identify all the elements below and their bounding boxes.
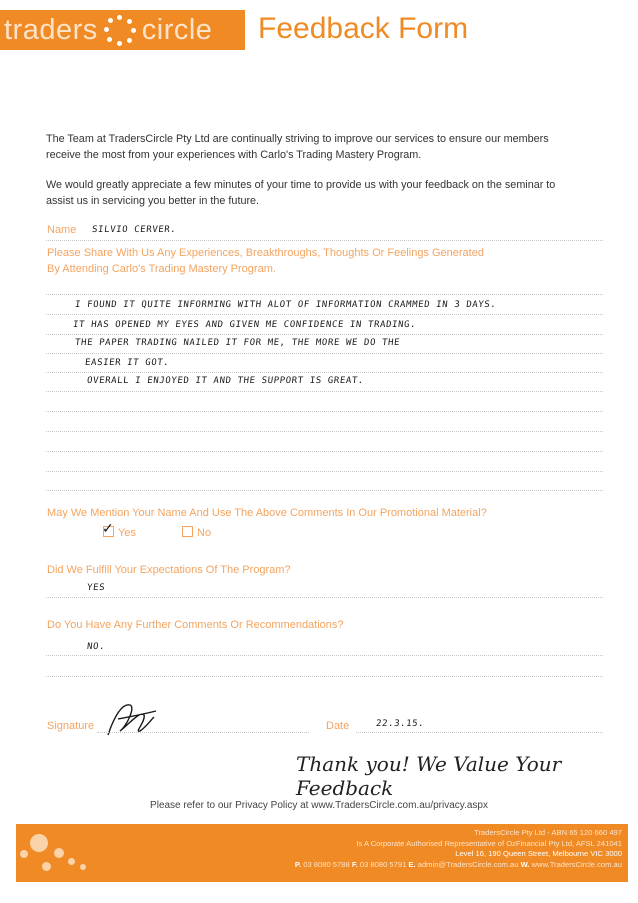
answer-line [46,372,603,373]
expectations-answer[interactable]: YES [86,583,106,593]
page-title: Feedback Form [258,12,469,45]
experience-line-2: IT HAS OPENED MY EYES AND GIVEN ME CONFIDENCE IN TRADING. [72,320,417,330]
answer-line [46,676,603,677]
date-label: Date [326,720,350,732]
expectations-question: Did We Fulfill Your Expectations Of The Program? [47,564,291,576]
footer-dot-icon [68,858,75,865]
privacy-policy-note: Please refer to our Privacy Policy at www.TradersCircle.com.au/privacy.aspx [150,800,488,811]
fax-label: F. [351,859,358,869]
answer-line [46,411,603,412]
answer-line [46,431,603,432]
experience-line-4: EASIER IT GOT. [84,358,170,368]
check-mark-icon: ✓ [102,520,114,536]
name-label: Name [47,224,77,236]
mention-question: May We Mention Your Name And Use The Above Comments In Our Promotional Material? [47,507,487,519]
phone-number: 03 8080 5788 [303,859,350,869]
logo-word-traders: traders [4,13,98,46]
website-link[interactable]: www.TradersCircle.com.au [531,859,622,869]
web-label: W. [520,859,530,869]
footer-dot-icon [42,862,51,871]
thank-you-script: Thank you! We Value Your Feedback [296,752,562,800]
no-option[interactable] [182,526,211,539]
footer-company-info [295,828,622,870]
email-link[interactable]: admin@TradersCircle.com.au [417,859,519,869]
answer-line [46,314,603,315]
further-comments-answer[interactable]: NO. [86,642,106,652]
logo-dots-icon [102,12,138,48]
name-field[interactable]: SILVIO CERVER. [91,225,177,235]
further-comments-question: Do You Have Any Further Comments Or Recommendations? [47,619,344,631]
signature-scribble[interactable] [100,697,162,743]
answer-line [46,353,603,354]
experience-line-1: I FOUND IT QUITE INFORMING WITH ALOT OF INFORMATION CRAMMED IN 3 DAYS. [74,300,497,310]
answer-line [46,597,603,598]
phone-label: P. [294,859,302,869]
no-label: No [197,527,212,539]
experience-line-3: THE PAPER TRADING NAILED IT FOR ME, THE MORE WE DO THE [74,338,401,348]
traderscircle-logo [0,10,245,50]
name-line [46,240,603,241]
footer-dot-icon [30,834,48,852]
answer-line [46,334,603,335]
answer-line [46,294,603,295]
experience-label-line-2: By Attending Carlo's Trading Mastery Program. [47,263,276,275]
fax-number: 03 8080 5791 [359,859,407,869]
footer-dot-icon [54,848,64,858]
answer-line [46,471,603,472]
footer-bar [16,824,628,882]
footer-line-2: Is A Corporate Authorised Representative of OzFinancial Pty Ltd, AFSL 241041 [356,838,622,848]
experience-label-line-1: Please Share With Us Any Experiences, Breakthroughs, Thoughts Or Feelings Generated [47,247,484,259]
date-value[interactable]: 22.3.15. [375,719,425,729]
no-checkbox[interactable] [182,526,193,537]
email-label: E. [408,859,416,869]
yes-checkbox[interactable] [102,520,114,537]
yes-label: Yes [118,527,136,539]
logo-word-circle: circle [141,13,213,46]
footer-dot-icon [20,850,28,858]
footer-dot-icon [80,864,86,870]
footer-contact-line [295,860,622,871]
yes-option[interactable] [102,520,136,539]
answer-line [46,391,603,392]
intro-paragraph-1: The Team at TradersCircle Pty Ltd are continually striving to improve our services to ensure our members receive the most from your experiences with Carlo's Trading Mastery Program. [46,133,549,161]
answer-line [46,451,603,452]
date-line [356,732,603,733]
footer-line-3: Level 16, 190 Queen Street, Melbourne VIC 3000 [455,849,622,858]
signature-line [97,732,309,733]
answer-line [46,655,603,656]
answer-line [46,490,603,491]
intro-paragraph-2: We would greatly appreciate a few minutes of your time to provide us with your feedback on the seminar to assist us in servicing you better in the future. [46,179,556,207]
footer-line-1: TradersCircle Pty Ltd - ABN 65 120 660 497 [474,828,622,837]
signature-label: Signature [47,720,95,732]
experience-line-5: OVERALL I ENJOYED IT AND THE SUPPORT IS GREAT. [86,376,365,386]
